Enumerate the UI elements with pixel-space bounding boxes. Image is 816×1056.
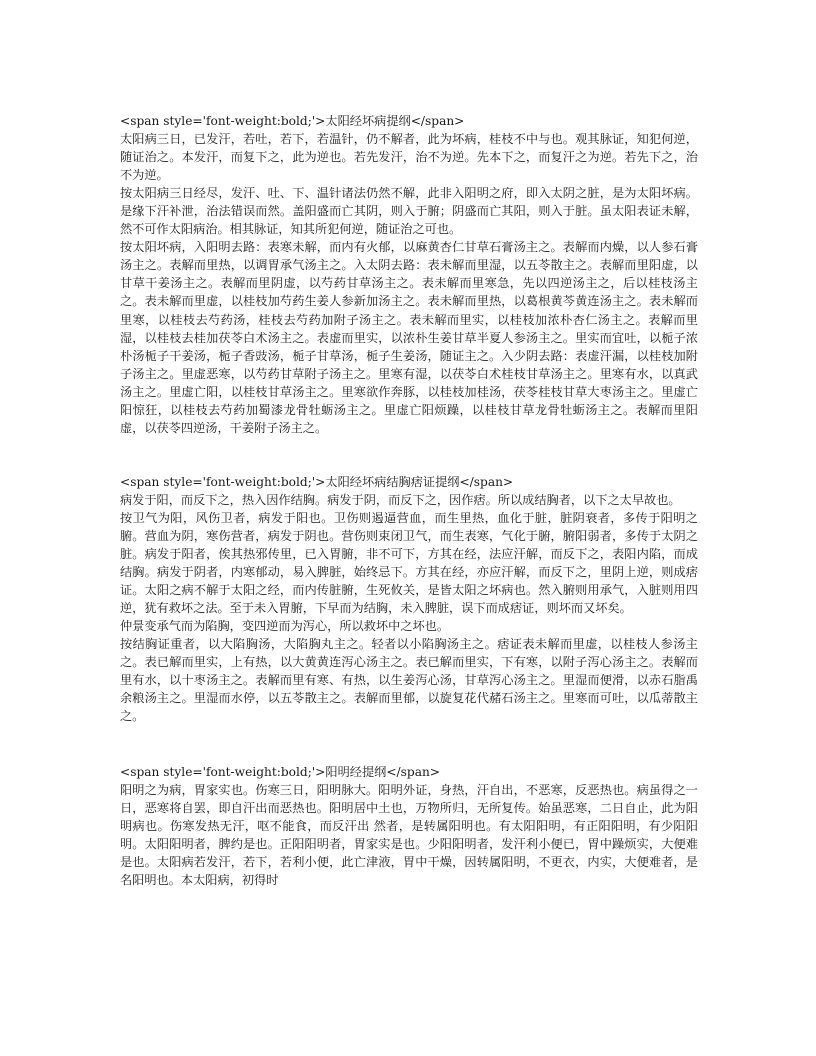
paragraph: 按卫气为阳，风伤卫者，病发于阳也。卫伤则遏逼营血，而生里热，血化于脏，脏阴衰者，多传于阳明之腑。营血为阴，寒伤营者，病发于阴也。营伤则束闭卫气，而生表寒，气化于腑，腑阳弱者，多传于太阴之脏。病发于阳者，俟其热邪传里，已入胃腑，非不可下，方其在经，法应汗解，而反下之，表阳内陷，而成结胸。病发于阴者，内寒郁动，易入脾脏，始终忌下。方其在经，亦应汗解，而反下之，里阴上逆，则成痞证。太阳之病不解于太阳之经，而内传脏腑，生死攸关，是皆太阳之坏病也。然入腑则用承气，入脏则用四逆，犹有救坏之法。至于未入胃腑，下早而为结胸，未入脾脏，误下而成痞证，则坏而又坏矣。 (120, 510, 698, 616)
section-spacer (120, 437, 698, 473)
paragraph: 阳明之为病，胃家实也。伤寒三日，阳明脉大。阳明外证，身热，汗自出，不恶寒，反恶热也。病虽得之一日，恶寒将自罢，即自汗出而恶热也。阳明居中土也，万物所归，无所复传。始虽恶寒，二日自止，此为阳明病也。伤寒发热无汗，呕不能食，而反汗出 然者，是转属阳明也。有太阳阳明，有正阳阳明，有少阳阳明。太阳阳明者，脾约是也。正阳阳明者，胃家实是也。少阳阳明者，发汗利小便已，胃中躁烦实，大便难是也。太阳病若发汗，若下，若利小便，此亡津液，胃中干燥，因转属阳明，不更衣，内实，大便难者，是名阳明也。本太阳病，初得时 (120, 782, 698, 887)
paragraph: 仲景变承气而为陷胸，变四逆而为泻心，所以救坏中之坏也。 (120, 619, 450, 634)
section-heading: <span style='font-weight:bold;'>太阳经坏病提纲</span> (120, 114, 465, 128)
paragraph: 病发于阳，而反下之，热入因作结胸。病发于阴，而反下之，因作痞。所以成结胸者，以下之太早故也。 (120, 492, 681, 507)
section-yangming (120, 763, 698, 889)
document-page (120, 112, 698, 889)
paragraph: 太阳病三日，已发汗，若吐，若下，若温针，仍不解者，此为坏病，桂枝不中与也。观其脉证，知犯何逆，随证治之。本发汗，而复下之，此为逆也。若先发汗，治不为逆。先本下之，而复汗之为逆。若先下之，治不为逆。 (120, 132, 698, 183)
section-heading: <span style='font-weight:bold;'>太阳经坏病结胸痞证提纲</span> (120, 474, 514, 489)
paragraph: 按太阳坏病，入阳明去路：表寒未解，而内有火郁，以麻黄杏仁甘草石膏汤主之。表解而内燥，以人参石膏汤主之。表解而里热，以调胃承气汤主之。入太阴去路：表未解而里湿，以五苓散主之。表解而里阳虚，以甘草干姜汤主之。表解而里阴虚，以芍药甘草汤主之。表未解而里寒急，先以四逆汤主之，后以桂枝汤主之。表未解而里虚，以桂枝加芍药生姜人参新加汤主之。表未解而里热，以葛根黄芩黄连汤主之。表未解而里寒，以桂枝去芍药汤，桂枝去芍药加附子汤主之。表未解而里实，以桂枝加浓朴杏仁汤主之。表解而里湿，以桂枝去桂加茯苓白术汤主之。表虚而里实，以浓朴生姜甘草半夏人参汤主之。里实而宜吐，以栀子浓朴汤栀子干姜汤，栀子香豉汤，栀子甘草汤，栀子生姜汤，随证主之。入少阴去路：表虚汗漏，以桂枝加附子汤主之。里虚恶寒，以芍药甘草附子汤主之。里寒有湿，以茯苓白术桂枝甘草汤主之。里寒有水，以真武汤主之。里虚亡阳，以桂枝甘草汤主之。里寒欲作奔豚，以桂枝加桂汤，茯苓桂枝甘草大枣汤主之。里虚亡阳惊狂，以桂枝去芍药加蜀漆龙骨牡蛎汤主之。里虚亡阳烦躁，以桂枝甘草龙骨牡蛎汤主之。表解而里阳虚，以茯苓四逆汤，干姜附子汤主之。 (120, 240, 698, 435)
paragraph: 按结胸证重者，以大陷胸汤，大陷胸丸主之。轻者以小陷胸汤主之。痞证表未解而里虚，以桂枝人参汤主之。表已解而里实，上有热，以大黄黄连泻心汤主之。表已解而里实，下有寒，以附子泻心汤主之。表解而里有水，以十枣汤主之。表解而里有寒、有热，以生姜泻心汤，甘草泻心汤主之。里湿而便滑，以赤石脂禹余粮汤主之。里湿而水停，以五苓散主之。表解而里郁，以旋复花代赭石汤主之。里寒而可吐，以瓜蒂散主之。 (120, 637, 698, 724)
section-spacer (120, 726, 698, 763)
section-chest-bind-pi (120, 473, 698, 726)
section-heading: <span style='font-weight:bold;'>阳明经提纲</span> (120, 764, 441, 779)
section-taiyang-bad-disease (120, 112, 698, 437)
paragraph: 按太阳病三日经尽，发汗、吐、下、温针诸法仍然不解，此非入阳明之府，即入太阴之脏，是为太阳坏病。是缘下汗补泄，治法错误而然。盖阳盛而亡其阴，则入于腑；阴盛而亡其阳，则入于脏。虽太阳表证未解，然不可作太阳病治。相其脉证，知其所犯何逆，随证治之可也。 (120, 186, 698, 237)
